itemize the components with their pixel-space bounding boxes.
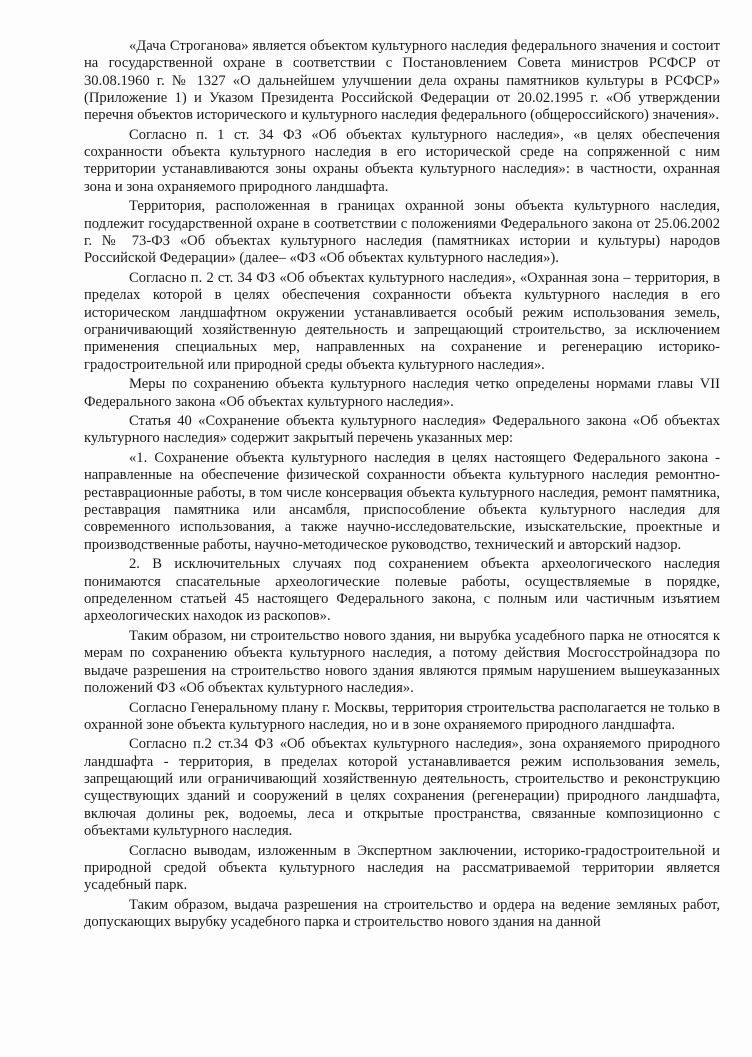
paragraph-protection-zone-definition: Согласно п. 2 ст. 34 ФЗ «Об объектах культурного наследия», «Охранная зона – территория, в пределах которой в целях обеспечения сохранности объекта культурного наследия в его историческом ландшафтном окружении устанавливается особый режим использования земель, ограничивающий хозяйственную деятельность и запрещающий строительство, за исключением применения специальных мер, направленных на сохранение и регенерацию историко-градостроительной или природной среды объекта культурного наследия». <box>84 270 720 373</box>
paragraph-protection-zones: Согласно п. 1 ст. 34 ФЗ «Об объектах культурного наследия», «в целях обеспечения сохранности объекта культурного наследия в его исторической среде на сопряженной с ним территории устанавливаются зоны охраны объекта культурного наследия»: в частности, охранная зона и зона охраняемого природного ландшафта. <box>84 126 720 195</box>
document-body <box>84 38 720 934</box>
paragraph-general-plan: Согласно Генеральному плану г. Москвы, территория строительства располагается не только в охранной зоне объекта культурного наследия, но и в зоне охраняемого природного ландшафта. <box>84 699 720 733</box>
paragraph-quote-item-2: 2. В исключительных случаях под сохранением объекта археологического наследия понимаются спасательные археологические полевые работы, осуществляемые в порядке, определенном статьей 45 настоящего Федерального закона, с полным или частичным изъятием археологических находок из раскопов». <box>84 556 720 625</box>
paragraph-quote-item-1: «1. Сохранение объекта культурного наследия в целях настоящего Федерального закона - направленные на обеспечение физической сохранности объекта культурного наследия ремонтно-реставрационные работы, в том числе консервация объекта культурного наследия, ремонт памятника, реставрация памятника или ансамбля, приспособление объекта культурного наследия для современного использования, а также научно-исследовательские, изыскательские, проектные и производственные работы, научно-методическое руководство, технический и авторский надзор. <box>84 450 720 553</box>
paragraph-landscape-zone-definition: Согласно п.2 ст.34 ФЗ «Об объектах культурного наследия», зона охраняемого природного ландшафта - территория, в пределах которой устанавливается режим использования земель, запрещающий или ограничивающий хозяйственную деятельность, строительство и реконструкцию существующих зданий и сооружений в целях сохранения (регенерации) природного ландшафта, включая долины рек, водоемы, леса и открытые пространства, связанные композиционно с объектами культурного наследия. <box>84 736 720 839</box>
paragraph-article-40: Статья 40 «Сохранение объекта культурного наследия» Федерального закона «Об объектах культурного наследия» содержит закрытый перечень указанных мер: <box>84 413 720 447</box>
paragraph-expert-conclusion: Согласно выводам, изложенным в Экспертном заключении, историко-градостроительной и природной средой объекта культурного наследия на рассматриваемой территории является усадебный парк. <box>84 842 720 894</box>
paragraph-preservation-measures: Меры по сохранению объекта культурного наследия четко определены нормами главы VII Федерального закона «Об объектах культурного наследия». <box>84 376 720 410</box>
paragraph-conclusion-violation: Таким образом, ни строительство нового здания, ни вырубка усадебного парка не относятся к мерам по сохранению объекта культурного наследия, а потому действия Мосгосстройнадзора по выдаче разрешения на строительство нового здания являются прямым нарушением вышеуказанных положений ФЗ «Об объектах культурного наследия». <box>84 627 720 696</box>
paragraph-stroganov-dacha-status: «Дача Строганова» является объектом культурного наследия федерального значения и состоит на государственной охране в соответствии с Постановлением Совета министров РСФСР от 30.08.1960 г. № 1327 «О дальнейшем улучшении дела охраны памятников культуры в РСФСР» (Приложение 1) и Указом Президента Российской Федерации от 20.02.1995 г. «Об утверждении перечня объектов исторического и культурного наследия федерального (общероссийского) значения». <box>84 38 720 124</box>
paragraph-territory-protection: Территория, расположенная в границах охранной зоны объекта культурного наследия, подлежит государственной охране в соответствии с положениями Федерального закона от 25.06.2002 г. № 73-ФЗ «Об объектах культурного наследия (памятниках истории и культуры) народов Российской Федерации» (далее– «ФЗ «Об объектах культурного наследия»). <box>84 198 720 267</box>
paragraph-final-conclusion: Таким образом, выдача разрешения на строительство и ордера на ведение земляных работ, допускающих вырубку усадебного парка и строительство нового здания на данной <box>84 896 720 931</box>
